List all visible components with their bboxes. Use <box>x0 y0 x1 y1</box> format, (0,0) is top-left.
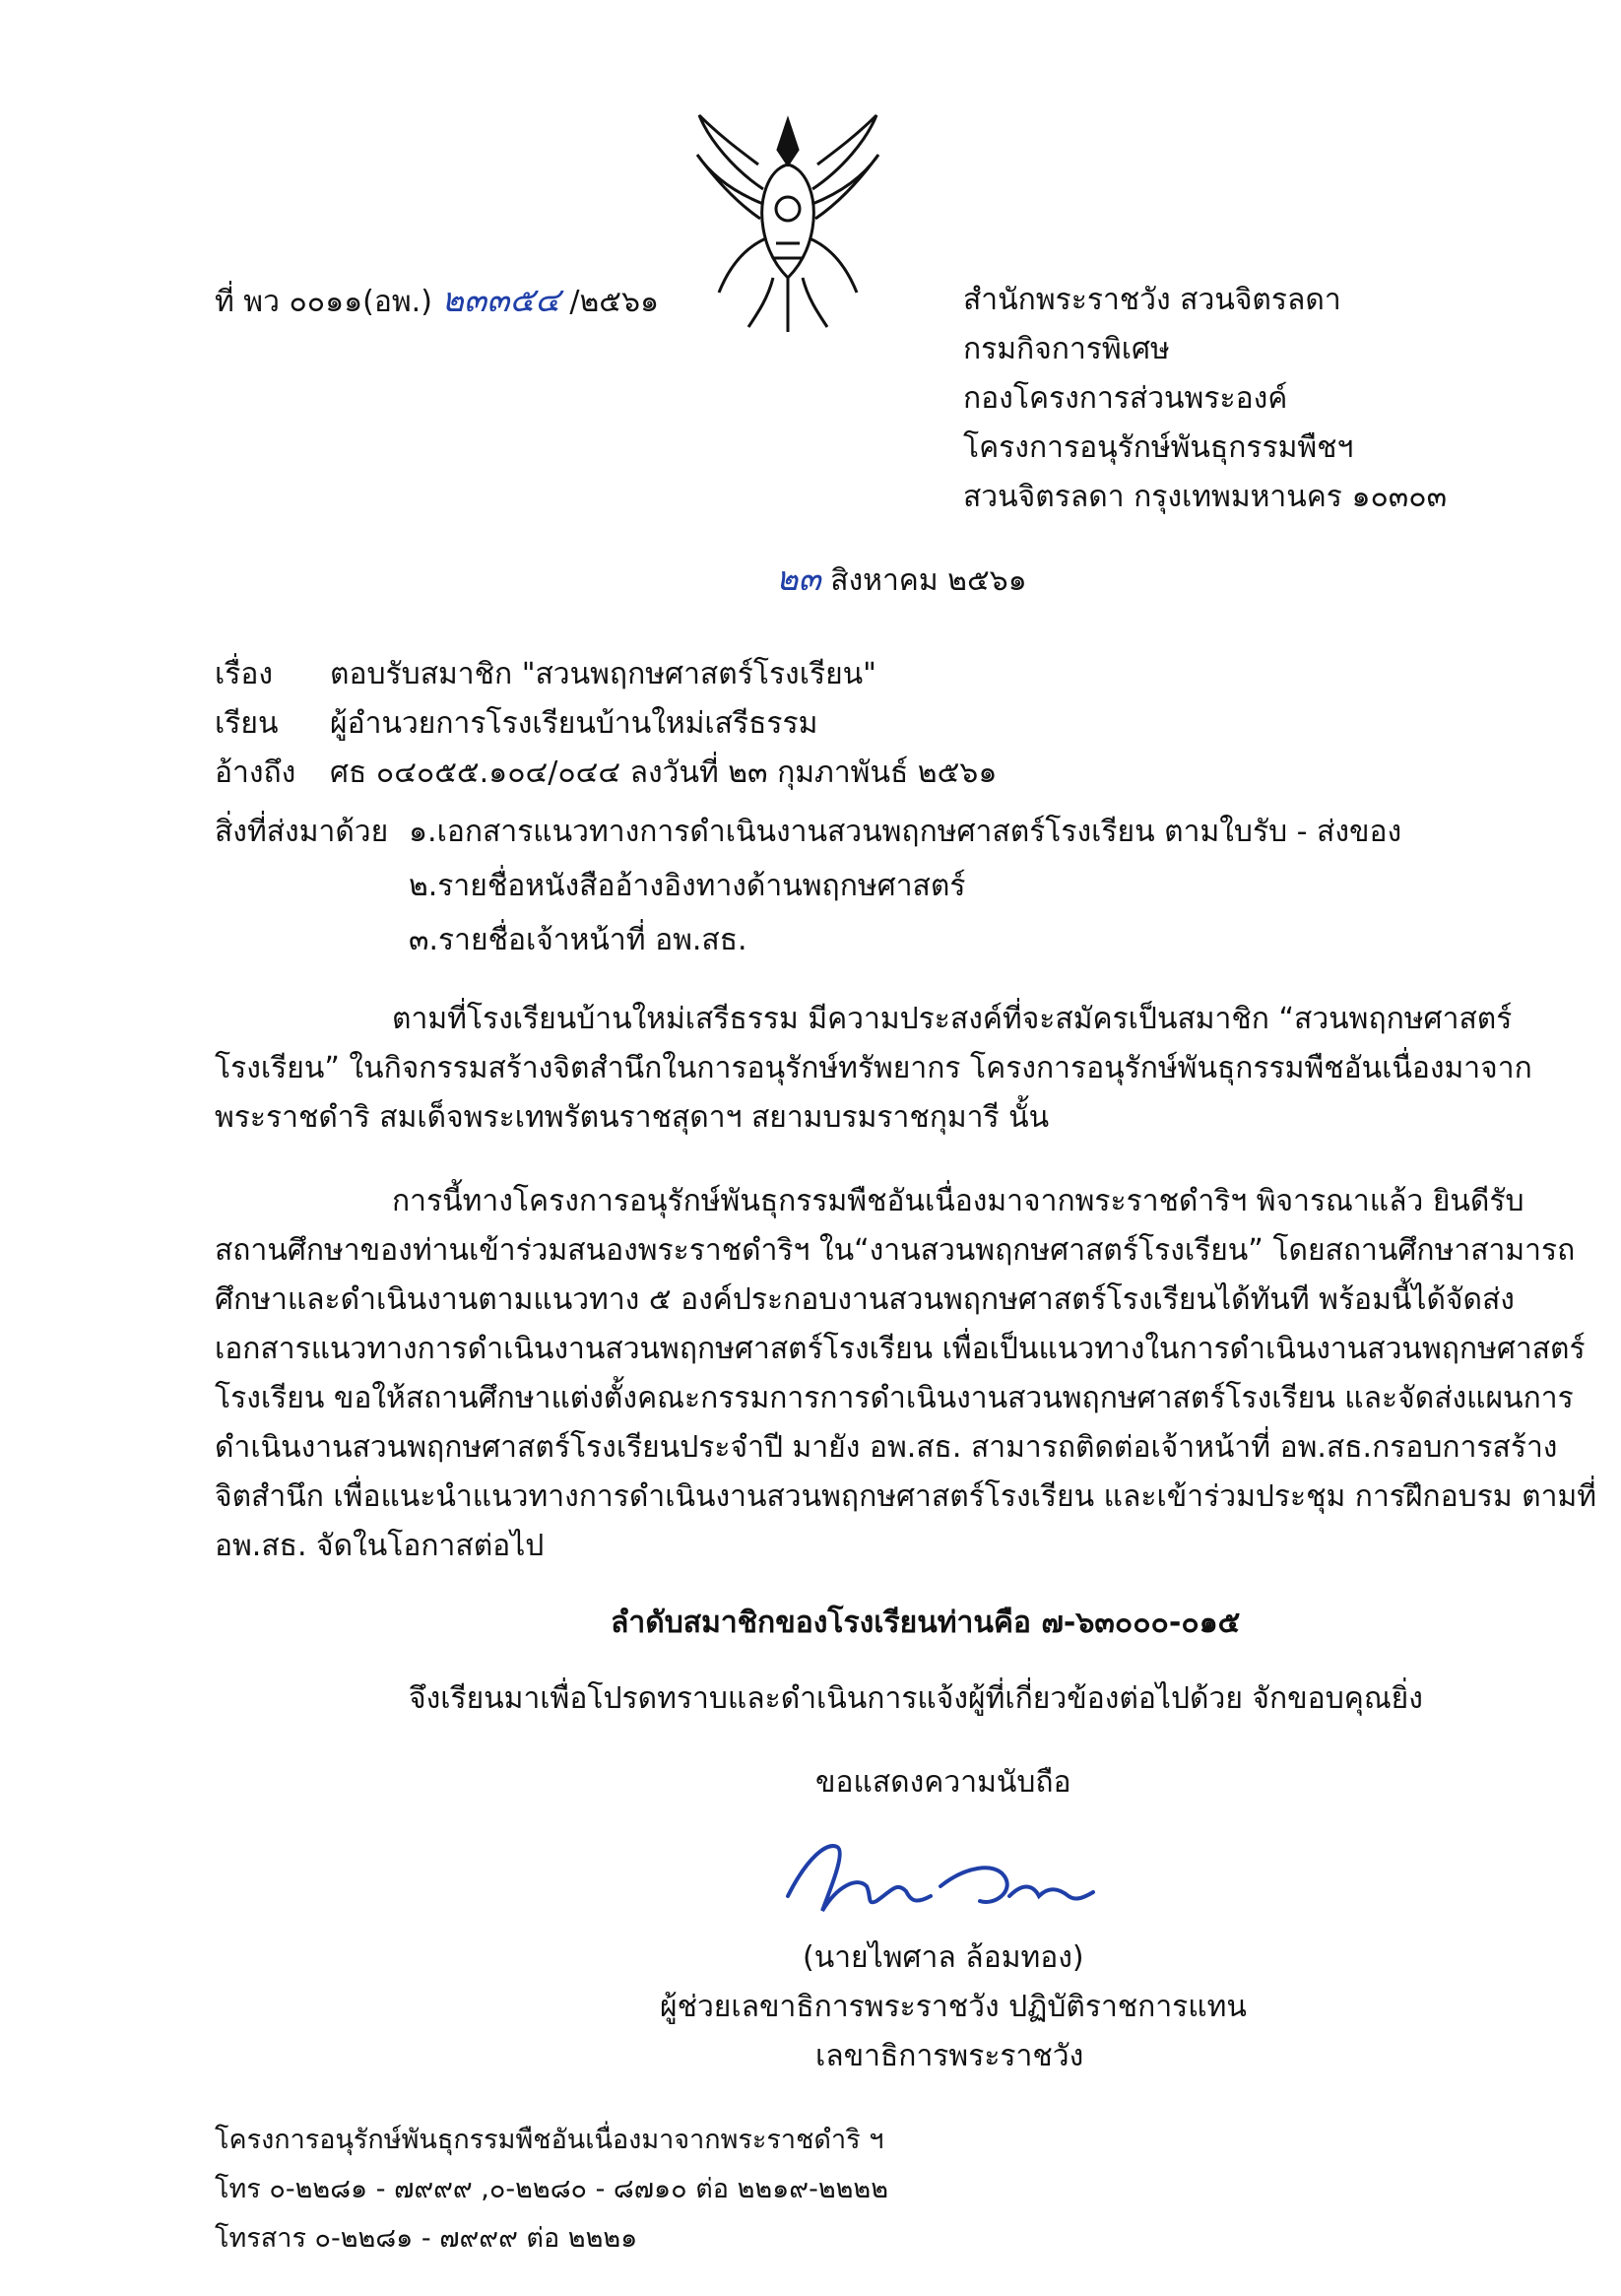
body-paragraph-2 <box>215 1177 1597 1571</box>
enclosures-label: สิ่งที่ส่งมาด้วย <box>215 815 389 849</box>
reference-label: อ้างถึง <box>215 755 296 790</box>
enclosure-item: ๒.รายชื่อหนังสืออ้างอิงทางด้านพฤกษศาสตร์ <box>409 869 966 903</box>
address-line: สำนักพระราชวัง สวนจิตรลดา <box>963 283 1341 317</box>
reference-year: /๒๕๖๑ <box>569 285 660 319</box>
paragraph-line: เอกสารแนวทางการดำเนินงานสวนพฤกษศาสตร์โรงเรียน เพื่อเป็นแนวทางในการดำเนินงานสวนพฤกษศาสตร์ <box>215 1332 1586 1366</box>
enclosure-item: ๑.เอกสารแนวทางการดำเนินงานสวนพฤกษศาสตร์โรงเรียน ตามใบรับ - ส่งของ <box>409 815 1402 849</box>
subject-text: ตอบรับสมาชิก "สวนพฤกษศาสตร์โรงเรียน" <box>330 657 876 691</box>
reference-handwritten-number: ๒๓๓๕๔ <box>441 281 560 320</box>
footer-line: โทร ๐-๒๒๘๑ - ๗๙๙๙ ,๐-๒๒๘๐ - ๘๗๑๐ ต่อ ๒๒๑๙-๒๒๒๒ <box>215 2174 889 2204</box>
paragraph-line: โรงเรียน ขอให้สถานศึกษาแต่งตั้งคณะกรรมการการดำเนินงานสวนพฤกษศาสตร์โรงเรียน และจัดส่งแผนการ <box>215 1381 1574 1415</box>
paragraph-line: ดำเนินงานสวนพฤกษศาสตร์โรงเรียนประจำปี มายัง อพ.สธ. สามารถติดต่อเจ้าหน้าที่ อพ.สธ.กรอบการสร้าง <box>215 1430 1558 1465</box>
to-label: เรียน <box>215 706 279 741</box>
closing-request: จึงเรียนมาเพื่อโปรดทราบและดำเนินการแจ้งผู้ที่เกี่ยวข้องต่อไปด้วย จักขอบคุณยิ่ง <box>409 1681 1423 1716</box>
signer-title-line: เลขาธิการพระราชวัง <box>815 2039 1084 2073</box>
footer-line: โครงการอนุรักษ์พันธุกรรมพืชอันเนื่องมาจากพระราชดำริ ฯ <box>215 2125 884 2155</box>
salutation: ขอแสดงความนับถือ <box>815 1765 1071 1800</box>
date-day-handwritten: ๒๓ <box>776 559 821 599</box>
signer-title-line: ผู้ช่วยเลขาธิการพระราชวัง ปฏิบัติราชการแทน <box>660 1990 1247 2024</box>
signer-name: (นายไพศาล ล้อมทอง) <box>803 1940 1084 1975</box>
reference-number <box>215 281 659 322</box>
reference-prefix: ที่ พว ๐๐๑๑(อพ.) <box>215 285 432 319</box>
body-paragraph-1 <box>215 995 1532 1143</box>
paragraph-line: จิตสำนึก เพื่อแนะนำแนวทางการดำเนินงานสวนพฤกษศาสตร์โรงเรียน และเข้าร่วมประชุม การฝึกอบรม ตามที่ <box>215 1479 1597 1514</box>
member-number: ลำดับสมาชิกของโรงเรียนท่านคือ ๗-๖๓๐๐๐-๐๑๕ <box>611 1606 1241 1640</box>
paragraph-line: การนี้ทางโครงการอนุรักษ์พันธุกรรมพืชอันเนื่องมาจากพระราชดำริฯ พิจารณาแล้ว ยินดีรับ <box>392 1184 1524 1218</box>
address-line: กรมกิจการพิเศษ <box>963 332 1170 366</box>
address-line: กองโครงการส่วนพระองค์ <box>963 381 1288 416</box>
garuda-emblem-icon <box>689 110 886 337</box>
letter-date <box>776 559 1027 601</box>
handwritten-signature-icon <box>768 1827 1103 1935</box>
reference-text: ศธ ๐๔๐๕๕.๑๐๔/๐๔๔ ลงวันที่ ๒๓ กุมภาพันธ์ ๒๕๖๑ <box>330 755 998 790</box>
address-line: สวนจิตรลดา กรุงเทพมหานคร ๑๐๓๐๓ <box>963 480 1448 514</box>
paragraph-line: ศึกษาและดำเนินงานตามแนวทาง ๕ องค์ประกอบงานสวนพฤกษศาสตร์โรงเรียนได้ทันที พร้อมนี้ได้จัดส่ง <box>215 1282 1515 1317</box>
enclosure-item: ๓.รายชื่อเจ้าหน้าที่ อพ.สธ. <box>409 923 747 957</box>
to-text: ผู้อำนวยการโรงเรียนบ้านใหม่เสรีธรรม <box>330 706 818 741</box>
subject-label: เรื่อง <box>215 657 274 691</box>
paragraph-line: สถานศึกษาของท่านเข้าร่วมสนองพระราชดำริฯ ใน“งานสวนพฤกษศาสตร์โรงเรียน” โดยสถานศึกษาสามารถ <box>215 1233 1576 1268</box>
address-line: โครงการอนุรักษ์พันธุกรรมพืชฯ <box>963 430 1354 465</box>
paragraph-line: อพ.สธ. จัดในโอกาสต่อไป <box>215 1529 545 1563</box>
paragraph-line: โรงเรียน” ในกิจกรรมสร้างจิตสำนึกในการอนุรักษ์ทรัพยากร โครงการอนุรักษ์พันธุกรรมพืชอันเนื่องมาจาก <box>215 1051 1532 1085</box>
paragraph-line: พระราชดำริ สมเด็จพระเทพรัตนราชสุดาฯ สยามบรมราชกุมารี นั้น <box>215 1100 1050 1135</box>
date-month-year: สิงหาคม ๒๕๖๑ <box>830 563 1027 598</box>
paragraph-line: ตามที่โรงเรียนบ้านใหม่เสรีธรรม มีความประสงค์ที่จะสมัครเป็นสมาชิก “สวนพฤกษศาสตร์ <box>392 1002 1513 1036</box>
footer-line: โทรสาร ๐-๒๒๘๑ - ๗๙๙๙ ต่อ ๒๒๒๑ <box>215 2223 638 2254</box>
